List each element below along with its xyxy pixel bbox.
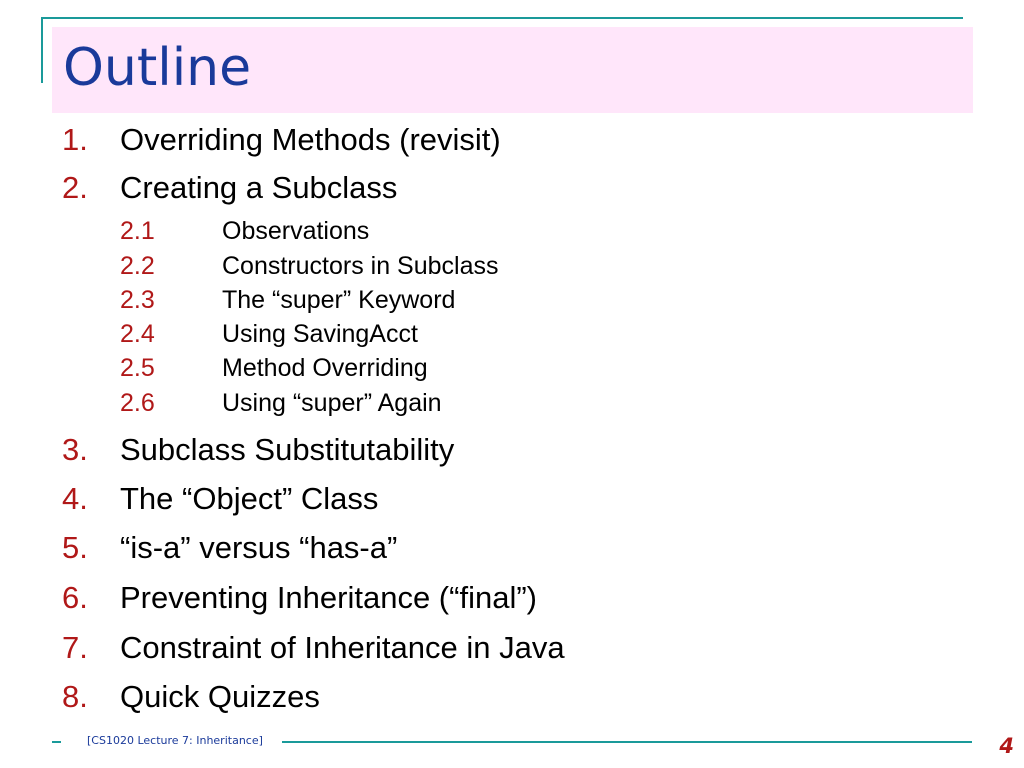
outline-item-text: Creating a Subclass: [120, 170, 398, 205]
outline-subitem-text: Constructors in Subclass: [222, 252, 499, 280]
outline-subitem-number: 2.4: [120, 320, 155, 348]
top-rule: [41, 17, 963, 19]
outline-item-text: Constraint of Inheritance in Java: [120, 630, 565, 665]
outline-subitem-text: Method Overriding: [222, 354, 428, 382]
outline-item-text: “is-a” versus “has-a”: [120, 530, 398, 565]
outline-item-number: 2.: [62, 170, 88, 205]
outline-subitem-number: 2.6: [120, 389, 155, 417]
outline-subitem-number: 2.2: [120, 252, 155, 280]
outline-item-number: 5.: [62, 530, 88, 565]
page-number: 4: [999, 734, 1014, 758]
outline-item-number: 8.: [62, 679, 88, 714]
outline-item-text: Overriding Methods (revisit): [120, 122, 501, 157]
outline-item-number: 3.: [62, 432, 88, 467]
outline-item-text: Subclass Substitutability: [120, 432, 455, 467]
outline-item-number: 7.: [62, 630, 88, 665]
footer-rule: [282, 741, 972, 743]
outline-item-number: 4.: [62, 481, 88, 516]
outline-subitem-text: Using SavingAcct: [222, 320, 418, 348]
outline-subitem-text: Observations: [222, 217, 370, 245]
outline-subitem-text: Using “super” Again: [222, 389, 442, 417]
outline-item-text: Quick Quizzes: [120, 679, 320, 714]
slide-title: Outline: [63, 38, 252, 98]
outline-subitem-number: 2.5: [120, 354, 155, 382]
footer-dash: [52, 741, 61, 743]
outline-subitem-number: 2.1: [120, 217, 155, 245]
outline-subitem-text: The “super” Keyword: [222, 286, 456, 314]
outline-subitem-number: 2.3: [120, 286, 155, 314]
outline-item-number: 1.: [62, 122, 88, 157]
outline-item-text: Preventing Inheritance (“final”): [120, 580, 537, 615]
outline-item-number: 6.: [62, 580, 88, 615]
left-rule: [41, 17, 43, 83]
outline-item-text: The “Object” Class: [120, 481, 379, 516]
footer-lecture-label: [CS1020 Lecture 7: Inheritance]: [87, 734, 263, 747]
